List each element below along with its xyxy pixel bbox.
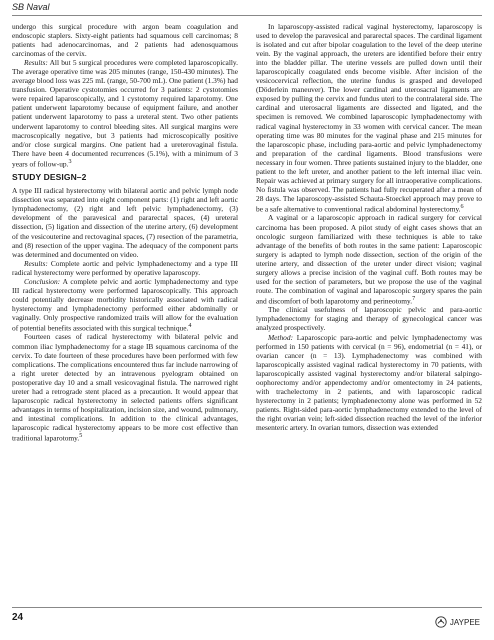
section-heading: STUDY DESIGN–2 — [12, 172, 87, 183]
method-lead: Method: — [268, 332, 294, 342]
paragraph: In laparoscopy-assisted radical vaginal hysterectomy, laparoscopy is used to develop the paravesical and pararectal spaces. The cardinal ligament is isolated and cut after bipolar coagulation to the level of the deep uterine vein. By the vaginal approach, the ureters are identified before their entry into the bladder pillar. The uterine vessels are pulled down until their laparoscopically coagulated ends become visible. After incision of the vesicocervical reflection, the uterine fundus is grasped and developed (Döderlein maneuver). The lower cardinal and uterosacral ligaments are exposed by pulling the cervix and fundus uteri to the contralateral side. The cardinal and uterosacral ligaments are dissected and ligated, and the specimen is removed. We combined laparoscopic lymphadenectomy with radical vaginal hysterectomy in 33 women with cervical cancer. The mean operating time was 80 minutes for the vaginal phase and 215 minutes for the laparoscopic phase, including para-aortic and pelvic lymphadenectomy and preparation of the cardinal ligaments. Blood transfusions were necessary in four women. Three patients sustained injury to the bladder, one patient to the left ureter, and another patient to the left internal iliac vein. Repair was achieved at primary surgery for all intraoperative complications. No fistula was observed. The patients had fully recuperated after a mean of 28 days. The laparoscopy-assisted Schauta-Stoeckel approach may prove to be a safe alternative to conventional radical abdominal hysterectomy.$^6$ — [256, 22, 482, 214]
paragraph: Conclusion: A complete pelvic and aortic lymphadenectomy and type III radical hysterectomy were performed laparoscopically. This approach could potentially decrease morbidity historically associated with radical hysterectomy and lymphadenectomy performed either abdominally or vaginally. Only prospective randomized trails will allow for the evaluation of potential benefits associated with this surgical technique.$^4$ — [12, 276, 238, 333]
reference-mark: 4 — [188, 322, 192, 329]
reference-mark: 7 — [412, 295, 416, 302]
right-column — [256, 22, 482, 432]
header-divider — [12, 15, 482, 16]
publisher-logo — [435, 616, 480, 628]
paragraph: Method: Laparoscopic para-aortic and pelvic lymphadenectomy was performed in 150 patients with cervical (n = 96), endometrial (n = 41), or ovarian cancer (n = 13). Lymphadenectomy was combined with laparoscopically assisted vaginal radical hysterectomy in 70 patients, with laparoscopically assisted vaginal hysterectomy and/or bilateral salpingo-oophorectomy and/or appendectomy and/or omentectomy in 24 patients, with trachelectomy in 2 patients, and with laparoscopic radical hysterectomy in 2 patients; lymphadenectomy alone was performed in 52 patients. Right-sided para-aortic lymphadenectomy extended to the level of the right ovarian vein; left-sided dissection reached the level of the inferior mesenteric artery. In ovarian tumors, dissection was extended — [256, 332, 482, 432]
paragraph: Fourteen cases of radical hysterectomy with bilateral pelvic and common iliac lymphadenectomy for a stage IB squamous carcinoma of the cervix. To date fourteen of these procedures have been performed with few complications. The complications encountered thus far include narrowing of a right ureter detected by an intravenous pyelogram obtained on postoperative day 10 and a small vesicovaginal fistula. The narrowed right ureter had a retrograde stent placed as a precaution. It would appear that laparoscopic radical hysterectomy in selected patients offers significant advantages in terms of hospitalization, incision size, and wound, pulmonary, and intestinal complications. In addition to the clinical advantages, laparoscopic radical hysterectomy appears to be more cost effective than traditional laparotomy.$^5$ — [12, 332, 238, 443]
reference-mark: 5 — [79, 433, 83, 439]
results-lead: Results: — [24, 58, 48, 68]
left-column — [12, 22, 238, 443]
results-lead: Results: — [24, 258, 48, 268]
conclusion-lead: Conclusion: — [24, 276, 61, 286]
running-header: SB Naval — [12, 2, 50, 12]
paragraph: Results: Complete aortic and pelvic lymphadenectomy and a type III radical hysterectomy were performed by operative laparoscopy. — [12, 258, 238, 277]
reference-mark: 6 — [460, 203, 464, 210]
paragraph: A type III radical hysterectomy with bilateral aortic and pelvic lymph node dissection was separated into eight component parts: (1) right and left aortic lymphadenectomy, (2) right and left pelvic lymphadenectomy, (3) development of the paravesical and pararectal spaces, (4) ureteral dissection, (5) ligation and dissection of the uterine artery, (6) development of the vesicouterine and rectovaginal spaces, (7) resection of the parametria, and (8) resection of the upper vagina. The adequacy of the component parts was determined and documented on video. — [12, 186, 238, 259]
paragraph: A vaginal or a laparoscopic approach in radical surgery for cervical carcinoma has been proposed. A pilot study of eight cases shows that an oncologic surgeon familiarized with these techniques is able to take advantage of the benefits of both routes in the same patient: Laparoscopic surgery is adapted to lymph node dissection, section of the origin of the uterine artery, and dissection of the ureter under direct vision; vaginal surgery allows a precise incision of the vaginal cuff. Both routes may be used for the section of parameters, but we propose the use of the vaginal route. The combination of vaginal and laparoscopic surgery spares the pain and discomfort of both laparotomy and perineotomy.$^7$ — [256, 213, 482, 306]
paragraph: The clinical usefulness of laparoscopic pelvic and para-aortic lymphadenectomy for staging and therapy of gynecological cancer was analyzed prospectively. — [256, 305, 482, 333]
reference-mark: 3 — [68, 158, 72, 165]
jaypee-logo-icon — [435, 616, 447, 628]
paragraph: undergo this surgical procedure with argon beam coagulation and endoscopic staplers. Sixty-eight patients had squamous cell carcinomas; 8 patients had adenocarcinomas, and 2 patients had adenosquamous carcinomas of the cervix. — [12, 22, 238, 59]
publisher-name: JAYPEE — [449, 617, 480, 627]
footer-divider — [12, 607, 482, 608]
paragraph: Results: All but 5 surgical procedures were completed laparoscopically. The average operative time was 205 minutes (range, 150-430 minutes). The average blood loss was 225 mL (range, 50-700 mL). One patient (1.3%) had transfusion. Operative cystotomies occurred for 3 patients: 2 cystotomies were repaired laparoscopically, and 1 cystotomy required laparotomy. One patient underwent laparotomy because of equipment failure, and another patient underwent laparotomy to pass a ureteral stent. Two other patients underwent laparotomy to control bleeding sites. All surgical margins were macroscopically negative, but 3 patients had microscopically positive and/or close surgical margins. One patient had a ureterovaginal fistula. There have been 4 documented recurrences (5.1%), with a minimum of 3 years of follow-up.$^3$ — [12, 58, 238, 169]
page-number: 24 — [12, 612, 24, 623]
